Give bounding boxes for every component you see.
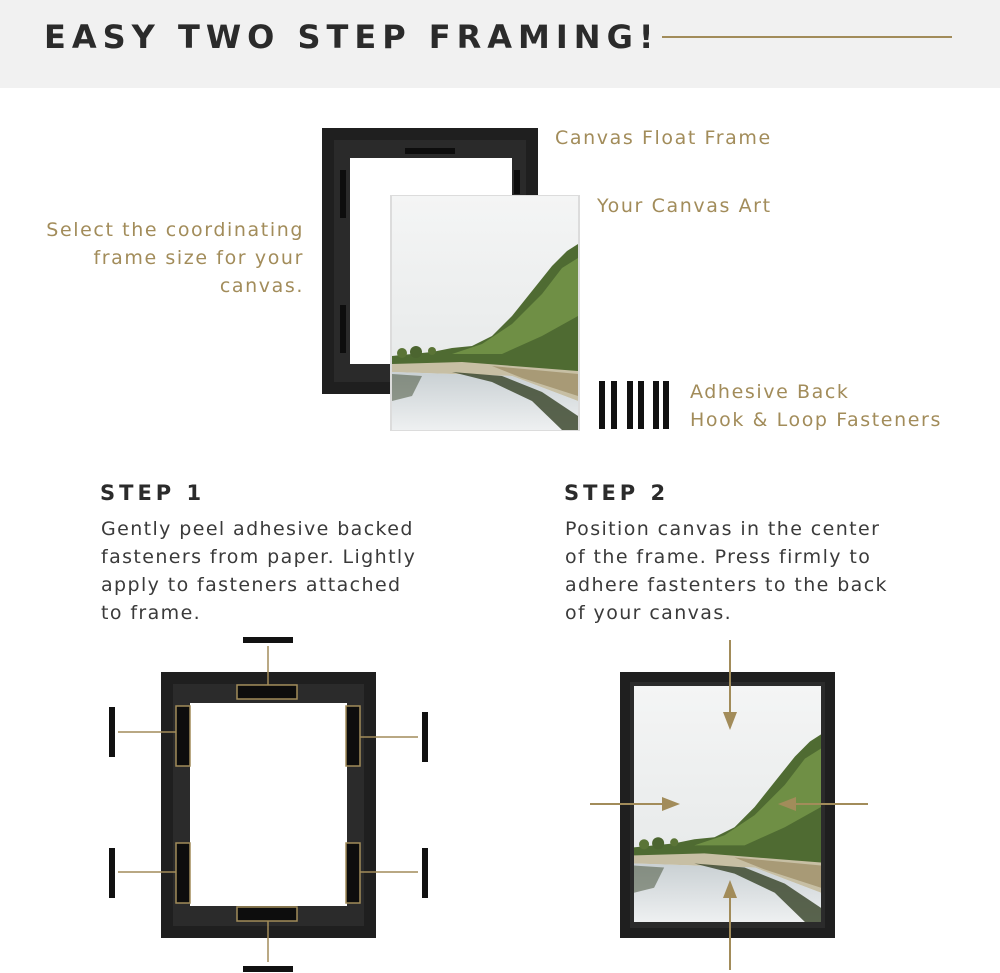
step1-frame-diagram [161, 672, 376, 938]
page-title: EASY TWO STEP FRAMING! [44, 18, 660, 56]
step1-title: STEP 1 [100, 481, 206, 505]
fastener-label [690, 378, 942, 434]
canvas-float-frame-label: Canvas Float Frame [555, 127, 772, 149]
step2-line-1: Position canvas in the center [565, 518, 881, 540]
step1-line-3: apply to fasteners attached [101, 574, 402, 596]
step2-line-3: adhere fastenters to the back [565, 574, 888, 596]
step1-description [101, 515, 416, 627]
fastener-label-line-1: Adhesive Back [690, 381, 850, 403]
fastener-label-line-2: Hook & Loop Fasteners [690, 409, 942, 431]
step1-line-1: Gently peel adhesive backed [101, 518, 414, 540]
your-canvas-art-label: Your Canvas Art [597, 195, 772, 217]
select-frame-instruction [30, 216, 304, 300]
select-frame-line-3: canvas. [219, 275, 304, 297]
canvas-art-illustration [390, 195, 580, 431]
step2-title: STEP 2 [564, 481, 670, 505]
select-frame-line-2: frame size for your [93, 247, 304, 269]
step1-line-4: to frame. [101, 602, 202, 624]
hook-loop-fastener-strips-icon [599, 381, 669, 429]
step2-line-2: of the frame. Press firmly to [565, 546, 872, 568]
step1-line-2: fasteners from paper. Lightly [101, 546, 417, 568]
select-frame-line-1: Select the coordinating [46, 219, 304, 241]
step2-description [565, 515, 888, 627]
step2-line-4: of your canvas. [565, 602, 733, 624]
